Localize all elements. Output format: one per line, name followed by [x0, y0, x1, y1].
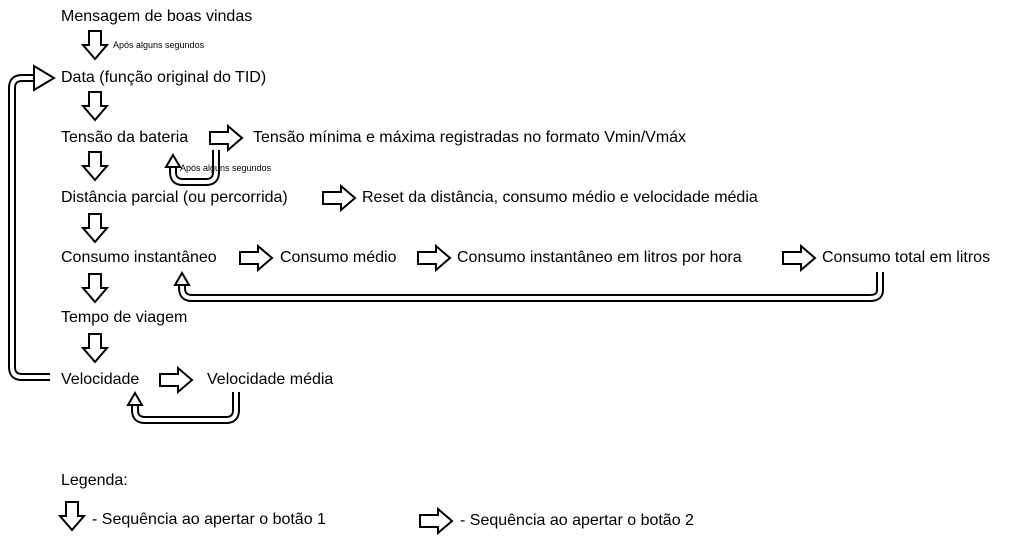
node-average-consumption: Consumo médio: [280, 249, 397, 266]
right-arrow-icon: [240, 246, 272, 270]
legend-title: Legenda:: [61, 472, 128, 489]
right-arrow-icon: [323, 186, 355, 210]
node-battery-voltage: Tensão da bateria: [61, 129, 189, 146]
right-arrow-icon: [783, 246, 815, 270]
node-reset-distance: Reset da distância, consumo médio e velocidade média: [362, 189, 758, 206]
down-arrow-icon: [83, 92, 107, 120]
node-total-consumption: Consumo total em litros: [822, 249, 991, 266]
down-arrow-icon: [83, 31, 107, 59]
legend-button2-text: - Sequência ao apertar o botão 2: [460, 512, 694, 529]
loop-back-arrow-speed: [128, 392, 236, 420]
node-partial-distance: Distância parcial (ou percorrida): [61, 189, 288, 206]
node-date: Data (função original do TID): [61, 69, 267, 86]
node-instant-consumption: Consumo instantâneo: [61, 249, 217, 266]
down-arrow-icon: [83, 214, 107, 242]
right-arrow-icon: [210, 126, 242, 150]
legend-button1-text: - Sequência ao apertar o botão 1: [92, 511, 326, 528]
node-instant-consumption-lph: Consumo instantâneo em litros por hora: [457, 249, 742, 266]
node-average-speed: Velocidade média: [207, 371, 334, 388]
note-after-seconds: Após alguns segundos: [113, 40, 205, 50]
note-after-seconds: Após alguns segundos: [180, 163, 272, 173]
loop-back-arrow-consumption: [175, 272, 880, 298]
right-arrow-icon: [418, 246, 450, 270]
down-arrow-icon: [83, 274, 107, 302]
right-arrow-icon: [160, 368, 192, 392]
node-trip-time: Tempo de viagem: [61, 309, 188, 326]
down-arrow-icon: [83, 152, 107, 180]
legend-down-arrow-icon: [60, 502, 84, 530]
node-voltage-min-max: Tensão mínima e máxima registradas no formato Vmin/Vmáx: [253, 129, 687, 146]
loop-back-arrow-left: [12, 66, 54, 377]
node-speed: Velocidade: [61, 371, 140, 388]
down-arrow-icon: [83, 334, 107, 362]
legend-right-arrow-icon: [420, 509, 452, 533]
node-welcome: Mensagem de boas vindas: [61, 8, 253, 25]
